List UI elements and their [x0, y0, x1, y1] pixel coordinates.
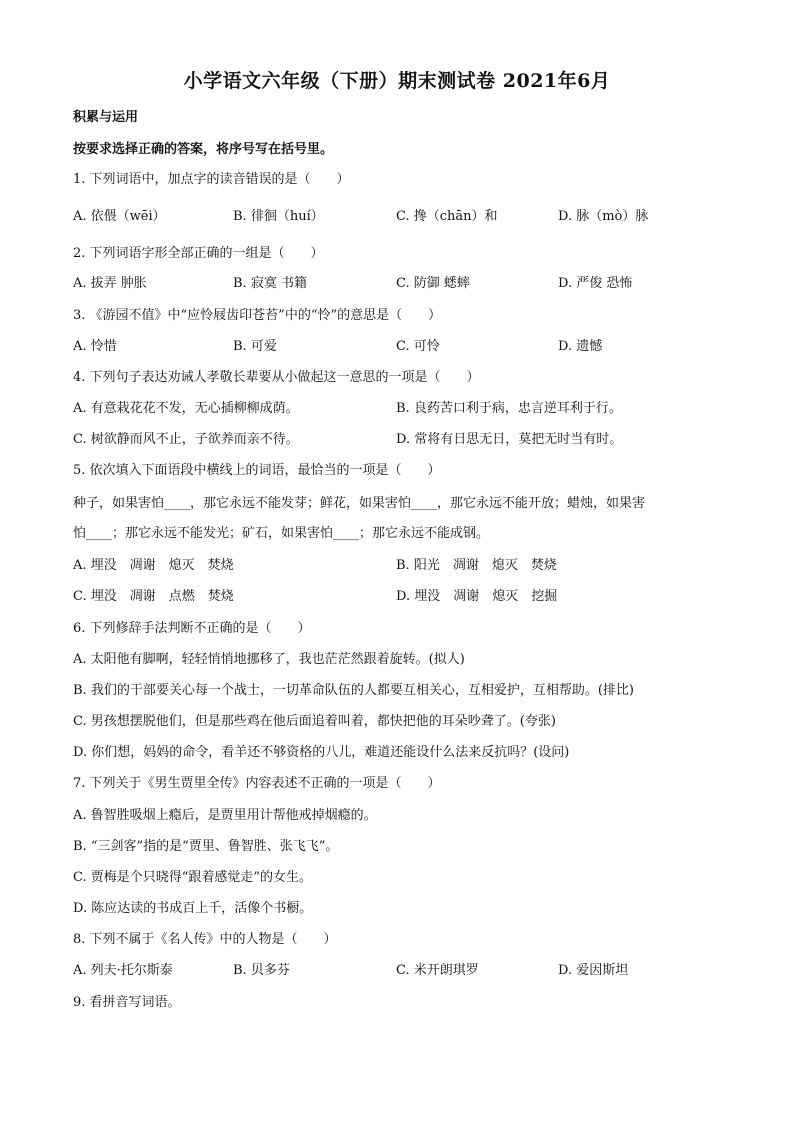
question-3: 3. 《游园不值》中“应怜屐齿印苍苔”中的“怜”的意思是（ ）	[73, 308, 442, 323]
q5-option-b: B. 阳光 凋谢 熄灭 焚烧	[396, 558, 557, 573]
question-7: 7. 下列关于《男生贾里全传》内容表述不正确的一项是（ ）	[73, 776, 441, 791]
question-8: 8. 下列不属于《名人传》中的人物是（ ）	[73, 932, 337, 947]
question-1: 1. 下列词语中，加点字的读音错误的是（ ）	[73, 172, 350, 187]
q7-option-b: B. “三剑客”指的是“贾里、鲁智胜、张飞飞”。	[73, 839, 339, 854]
q1-option-b: B. 徘徊（huí）	[233, 209, 324, 224]
q2-option-c: C. 防御 蟋蟀	[396, 276, 470, 291]
question-9: 9. 看拼音写词语。	[73, 995, 181, 1010]
q4-option-b: B. 良药苦口利于病，忠言逆耳利于行。	[396, 401, 622, 416]
section-heading: 积累与运用	[73, 110, 139, 125]
q8-option-a: A. 列夫·托尔斯泰	[73, 963, 173, 978]
question-4: 4. 下列句子表达劝诫人孝敬长辈要从小做起这一意思的一项是（ ）	[73, 370, 480, 385]
question-6: 6. 下列修辞手法判断不正确的是（ ）	[73, 621, 311, 636]
q8-option-b: B. 贝多芬	[233, 963, 290, 978]
q3-option-c: C. 可怜	[396, 339, 440, 354]
q7-option-a: A. 鲁智胜吸烟上瘾后，是贾里用计帮他戒掉烟瘾的。	[73, 808, 377, 823]
q6-option-b: B. 我们的干部要关心每一个战士，一切革命队伍的人都要互相关心，互相爱护，互相帮助。(排比)	[73, 683, 634, 698]
q7-option-d: D. 陈应达读的书成百上千，活像个书橱。	[73, 901, 313, 916]
q3-option-a: A. 怜惜	[73, 339, 117, 354]
instruction: 按要求选择正确的答案，将序号写在括号里。	[73, 142, 334, 157]
q5-passage-line-2: 怕____；那它永远不能发光；矿石，如果害怕____；那它永远不能成钢。	[73, 526, 490, 541]
q5-option-c: C. 埋没 凋谢 点燃 焚烧	[73, 589, 234, 604]
q4-option-a: A. 有意栽花花不发，无心插柳柳成荫。	[73, 401, 299, 416]
q3-option-d: D. 遗憾	[558, 339, 603, 354]
q5-option-d: D. 埋没 凋谢 熄灭 挖掘	[396, 589, 558, 604]
question-2: 2. 下列词语字形全部正确的一组是（ ）	[73, 246, 324, 261]
question-5: 5. 依次填入下面语段中横线上的词语，最恰当的一项是（ ）	[73, 463, 441, 478]
q5-option-a: A. 埋没 凋谢 熄灭 焚烧	[73, 558, 234, 573]
q8-option-d: D. 爱因斯坦	[558, 963, 629, 978]
q1-option-a: A. 依偎（wēi）	[73, 209, 166, 224]
q6-option-d: D. 你们想，妈妈的命令，看羊还不够资格的八儿，难道还能设什么法来反抗吗？(设问)	[73, 745, 570, 760]
q2-option-a: A. 拔弄 肿胀	[73, 276, 147, 291]
q8-option-c: C. 米开朗琪罗	[396, 963, 479, 978]
q6-option-a: A. 太阳他有脚啊，轻轻悄悄地挪移了，我也茫茫然跟着旋转。(拟人)	[73, 652, 465, 667]
q2-option-b: B. 寂寞 书籍	[233, 276, 307, 291]
q3-option-b: B. 可爱	[233, 339, 277, 354]
q1-option-d: D. 脉（mò）脉	[558, 209, 649, 224]
page-title: 小学语文六年级（下册）期末测试卷 2021年6月	[183, 70, 611, 92]
q4-option-c: C. 树欲静而风不止，子欲养而亲不待。	[73, 432, 299, 447]
q6-option-c: C. 男孩想摆脱他们，但是那些鸡在他后面追着叫着，都快把他的耳朵吵聋了。(夸张)	[73, 714, 556, 729]
q2-option-d: D. 严俊 恐怖	[558, 276, 633, 291]
q5-passage-line-1: 种子，如果害怕____，那它永远不能发芽；鲜花，如果害怕____，那它永远不能开放；蜡烛，如果害	[73, 496, 646, 511]
q1-option-c: C. 搀（chān）和	[396, 209, 498, 224]
q4-option-d: D. 常将有日思无日，莫把无时当有时。	[396, 432, 623, 447]
q7-option-c: C. 贾梅是个只晓得“跟着感觉走”的女生。	[73, 870, 313, 885]
